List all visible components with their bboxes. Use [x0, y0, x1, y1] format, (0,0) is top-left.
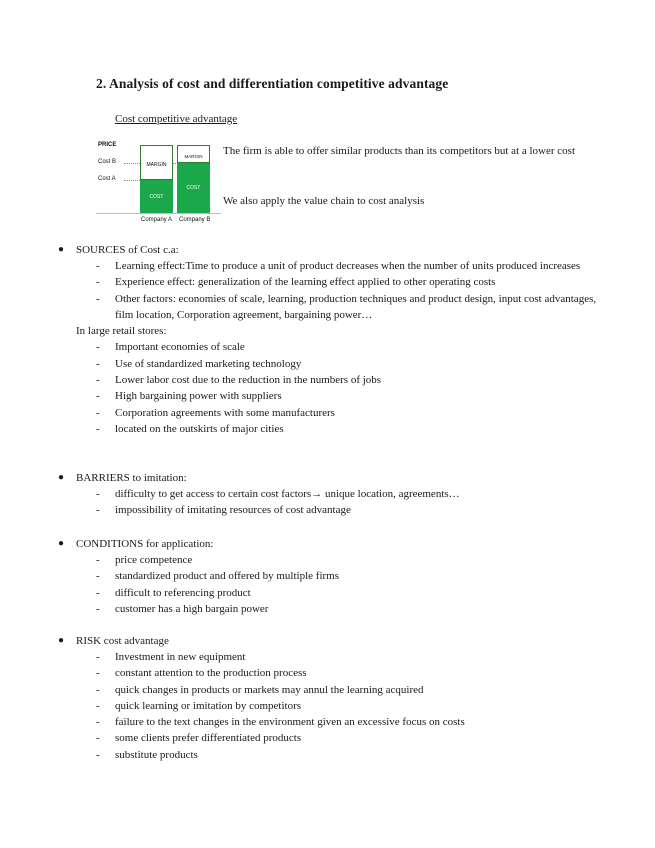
dash-icon: - — [96, 357, 100, 370]
bar-b-cost-segment — [177, 163, 210, 213]
list-item-text: Experience effect: generalization of the learning effect applied to other operating costs — [115, 276, 496, 289]
list-item-text: quick changes in products or markets may annul the learning acquired — [115, 683, 424, 696]
list-item — [58, 698, 598, 714]
dash-icon: - — [96, 406, 100, 419]
barriers-title: BARRIERS to imitation: — [76, 472, 187, 484]
list-item — [58, 372, 598, 388]
risk-heading — [58, 633, 598, 649]
retail-list — [58, 339, 598, 437]
company-a-label: Company A — [141, 217, 173, 223]
cost-a-label: Cost A — [98, 176, 116, 182]
dash-icon: - — [96, 292, 100, 305]
list-item-text: Important economies of scale — [115, 341, 245, 354]
barriers-section — [58, 470, 598, 519]
barriers-heading — [58, 470, 598, 486]
dash-icon: - — [96, 748, 100, 761]
list-item — [58, 291, 598, 324]
dash-icon: - — [96, 276, 100, 289]
list-item-text: High bargaining power with suppliers — [115, 390, 282, 403]
sources-heading — [58, 242, 598, 258]
list-item — [58, 421, 598, 437]
conditions-heading — [58, 536, 598, 552]
bar-a-margin-segment — [140, 145, 173, 180]
list-item — [58, 649, 598, 665]
dash-icon: - — [96, 699, 100, 712]
list-item-text: some clients prefer differentiated products — [115, 732, 302, 745]
intro-paragraph-2: We also apply the value chain to cost analysis — [223, 195, 425, 207]
bullet-icon: ● — [58, 244, 65, 255]
bar-a-cost-segment — [140, 180, 173, 213]
bullet-icon: ● — [58, 538, 65, 549]
list-item — [58, 601, 598, 617]
dash-icon: - — [96, 341, 100, 354]
conditions-list — [58, 552, 598, 617]
barriers-list — [58, 486, 598, 519]
list-item-text: difficulty to get access to certain cost factors→ unique location, agreements… — [115, 488, 460, 500]
list-item — [58, 730, 598, 746]
list-item-text: failure to the text changes in the environment given an excessive focus on costs — [115, 716, 465, 729]
dash-icon: - — [96, 602, 100, 615]
sources-title: SOURCES of Cost c.a: — [76, 244, 179, 256]
bar-b-margin-label: MARGIN — [184, 154, 203, 159]
list-item-text: price competence — [115, 554, 193, 566]
bar-company-a — [140, 145, 173, 213]
list-item — [58, 665, 598, 681]
list-item-text: quick learning or imitation by competitors — [115, 699, 302, 712]
dash-icon: - — [96, 732, 100, 745]
dash-icon: - — [96, 651, 100, 663]
retail-label: In large retail stores: — [76, 325, 167, 338]
bar-a-cost-label: COST — [149, 194, 164, 200]
dash-icon: - — [96, 390, 100, 403]
cost-b-label: Cost B — [98, 159, 117, 165]
list-item — [58, 714, 598, 730]
list-item — [58, 258, 598, 274]
bullet-icon: ● — [58, 635, 65, 646]
price-label: PRICE — [98, 142, 117, 148]
bar-b-margin-segment — [177, 145, 210, 163]
cost-a-guide — [124, 180, 140, 181]
list-item-text: Lower labor cost due to the reduction in the numbers of jobs — [115, 374, 382, 387]
list-item-text: constant attention to the production process — [115, 667, 307, 680]
list-item — [58, 356, 598, 372]
risk-section — [58, 633, 598, 763]
conditions-title: CONDITIONS for application: — [76, 538, 214, 550]
list-item — [58, 502, 598, 518]
list-item — [58, 486, 598, 502]
dash-icon: - — [96, 504, 100, 517]
dash-icon: - — [96, 260, 100, 272]
dash-icon: - — [96, 570, 100, 583]
dash-icon: - — [96, 374, 100, 387]
sources-section — [58, 242, 598, 437]
bar-company-b — [177, 145, 210, 213]
cost-comparison-figure — [96, 140, 221, 230]
list-item-text: located on the outskirts of major cities — [115, 422, 284, 435]
list-item — [58, 339, 598, 355]
bar-b-cost-label: COST — [186, 185, 201, 191]
list-item — [58, 552, 598, 568]
risk-title: RISK cost advantage — [76, 635, 169, 647]
dash-icon: - — [96, 422, 100, 435]
list-item-text: substitute products — [115, 748, 198, 761]
bar-a-margin-label: MARGIN — [146, 162, 167, 168]
list-item — [58, 747, 598, 763]
list-item-text: Learning effect:Time to produce a unit of product decreases when the number of units produced increases — [115, 260, 581, 272]
dash-icon: - — [96, 667, 100, 680]
dash-icon: - — [96, 488, 100, 500]
list-item — [58, 388, 598, 404]
list-item-text: difficult to referencing product — [115, 586, 251, 599]
list-item-text: Other factors: economies of scale, learning, production techniques and product design, input cost advantages, film location, Corporation agreement, bargaining power… — [115, 292, 597, 321]
bullet-icon: ● — [58, 472, 65, 483]
risk-list — [58, 649, 598, 763]
list-item — [58, 274, 598, 290]
dash-icon: - — [96, 683, 100, 696]
list-item-text: customer has a high bargain power — [115, 602, 269, 615]
list-item — [58, 405, 598, 421]
dash-icon: - — [96, 554, 100, 566]
subheading: Cost competitive advantage — [115, 113, 238, 125]
list-item — [58, 682, 598, 698]
list-item-text: impossibility of imitating resources of cost advantage — [115, 504, 351, 517]
company-b-label: Company B — [179, 217, 211, 223]
list-item-text: Use of standardized marketing technology — [115, 357, 302, 370]
conditions-section — [58, 536, 598, 617]
list-item-text: Investment in new equipment — [115, 651, 246, 663]
list-item-text: Corporation agreements with some manufacturers — [115, 406, 335, 419]
dash-icon: - — [96, 586, 100, 599]
list-item-text: standardized product and offered by multiple firms — [115, 570, 340, 583]
intro-paragraph-1: The firm is able to offer similar products than its competitors but at a lower cost — [223, 145, 576, 157]
list-item — [58, 568, 598, 584]
section-heading: 2. Analysis of cost and differentiation competitive advantage — [96, 76, 449, 91]
dash-icon: - — [96, 716, 100, 729]
list-item — [58, 585, 598, 601]
sources-list — [58, 258, 598, 323]
x-axis — [96, 213, 221, 214]
